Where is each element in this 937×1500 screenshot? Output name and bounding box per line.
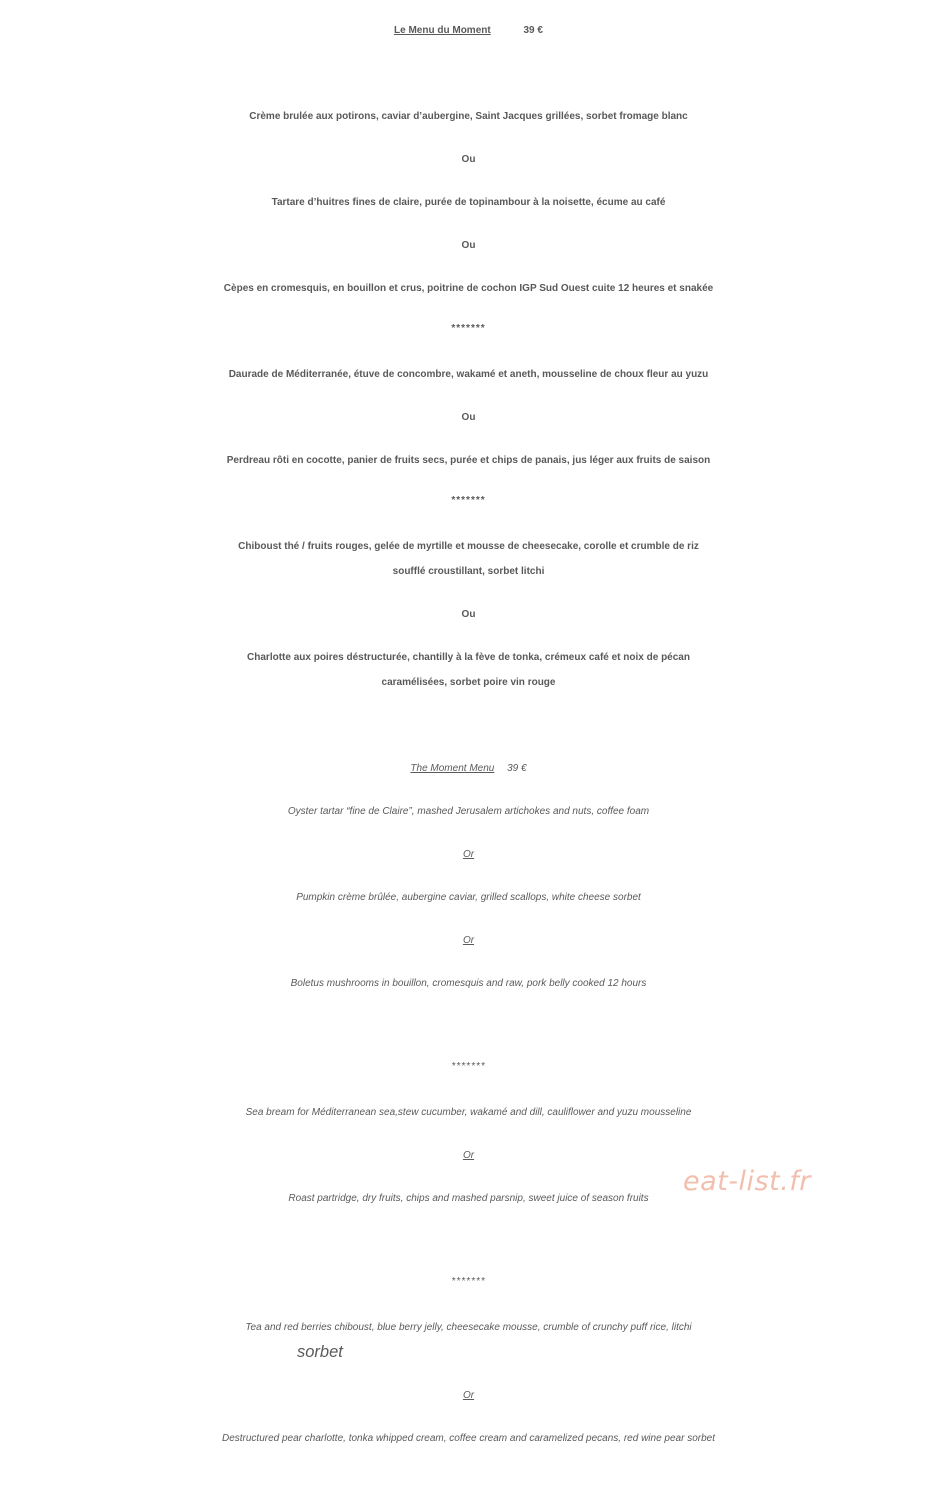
english-or-1: Or bbox=[462, 849, 475, 860]
english-separator-1: ******* bbox=[451, 1061, 486, 1072]
english-starter-1: Oyster tartar “fine de Claire”, mashed Jerusalem artichokes and nuts, coffee foam bbox=[287, 806, 650, 817]
english-dessert-1-line2: sorbet bbox=[297, 1343, 343, 1361]
french-menu-price: 39 € bbox=[523, 25, 543, 36]
french-or-2: Ou bbox=[461, 240, 476, 251]
english-or-3: Or bbox=[462, 1150, 475, 1161]
english-starter-3: Boletus mushrooms in bouillon, cromesquis and raw, pork belly cooked 12 hours bbox=[290, 978, 647, 989]
french-or-4: Ou bbox=[461, 609, 476, 620]
english-dessert-2: Destructured pear charlotte, tonka whipped cream, coffee cream and caramelized pecans, red wine pear sorbet bbox=[221, 1433, 716, 1444]
english-main-1: Sea bream for Méditerranean sea,stew cucumber, wakamé and dill, cauliflower and yuzu mousseline bbox=[245, 1107, 692, 1118]
english-main-2: Roast partridge, dry fruits, chips and mashed parsnip, sweet juice of season fruits bbox=[288, 1193, 649, 1204]
english-or-2: Or bbox=[462, 935, 475, 946]
french-or-1: Ou bbox=[461, 154, 476, 165]
english-or-4: Or bbox=[462, 1390, 475, 1401]
french-menu-header bbox=[0, 18, 937, 43]
english-menu-header bbox=[0, 756, 937, 781]
french-menu-title: Le Menu du Moment bbox=[394, 25, 491, 36]
english-menu-price: 39 € bbox=[507, 763, 527, 774]
french-starter-3: Cèpes en cromesquis, en bouillon et crus, poitrine de cochon IGP Sud Ouest cuite 12 heures et snakée bbox=[223, 283, 714, 294]
english-separator-2: ******* bbox=[451, 1276, 486, 1287]
french-dessert-1-line1: Chiboust thé / fruits rouges, gelée de myrtille et mousse de cheesecake, corolle et crumble de riz bbox=[238, 541, 699, 552]
french-main-2: Perdreau rôti en cocotte, panier de fruits secs, purée et chips de panais, jus léger aux fruits de saison bbox=[226, 455, 711, 466]
french-separator-2: ******* bbox=[451, 495, 486, 506]
english-menu-title: The Moment Menu bbox=[410, 763, 495, 774]
english-starter-2: Pumpkin crème brûlée, aubergine caviar, grilled scallops, white cheese sorbet bbox=[296, 892, 641, 903]
french-dessert-2-line1: Charlotte aux poires déstructurée, chantilly à la fève de tonka, crémeux café et noix de pécan bbox=[247, 652, 690, 663]
french-starter-2: Tartare d’huitres fines de claire, purée de topinambour à la noisette, écume au café bbox=[271, 197, 666, 208]
english-dessert-1-line1: Tea and red berries chiboust, blue berry jelly, cheesecake mousse, crumble of crunchy puff rice, litchi bbox=[245, 1322, 692, 1333]
french-separator-1: ******* bbox=[451, 323, 486, 334]
french-dessert-1-line2: soufflé croustillant, sorbet litchi bbox=[392, 566, 545, 577]
french-main-1: Daurade de Méditerranée, étuve de concombre, wakamé et aneth, mousseline de choux fleur au yuzu bbox=[228, 369, 709, 380]
french-dessert-2-line2: caramélisées, sorbet poire vin rouge bbox=[381, 677, 556, 688]
watermark-logo: eat-list.fr bbox=[683, 1166, 811, 1197]
french-starter-1: Crème brulée aux potirons, caviar d’aubergine, Saint Jacques grillées, sorbet fromage blanc bbox=[249, 111, 688, 122]
french-or-3: Ou bbox=[461, 412, 476, 423]
